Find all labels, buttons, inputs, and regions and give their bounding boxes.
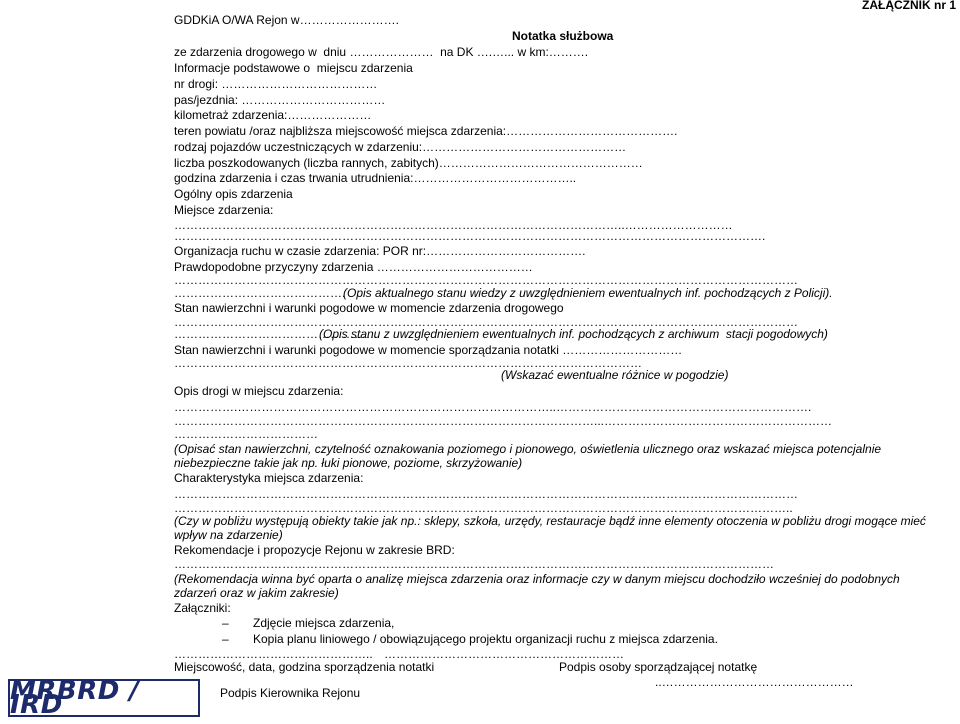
- recommendations-note: (Rekomendacja winna być oparta o analizę miejsca zdarzenia oraz informacje czy w danym miejscu dochodziło wcześniej do podobnych: [174, 572, 900, 586]
- attachment-item: Kopia planu liniowego / obowiązującego projektu organizacji ruchu z miejsca zdarzenia.: [253, 632, 718, 646]
- appendix-label: ZAŁĄCZNIK nr 1: [862, 0, 956, 12]
- km-field: kilometraż zdarzenia:…………………: [174, 108, 372, 122]
- weather-event-field: Stan nawierzchni i warunki pogodowe w momencie zdarzenia drogowego: [174, 301, 564, 315]
- incident-line: ze zdarzenia drogowego w dniu ………………… na DK ….…... w km:……….: [174, 45, 589, 59]
- mrbrd-ird-logo: [8, 676, 200, 720]
- road-note: (Opisać stan nawierzchni, czytelność oznakowania poziomego i pionowego, oświetlenia ulicznego oraz wskazać miejsca potencjalnie: [174, 442, 882, 456]
- document-title: Notatka służbowa: [512, 29, 614, 43]
- characteristics-note: wpływ na zdarzenie): [174, 528, 283, 542]
- signature-dots-mid: ……………………………………………………: [384, 647, 624, 661]
- head-signature-label: Podpis Kierownika Rejonu: [220, 686, 361, 700]
- causes-note: (Opis aktualnego stanu wiedzy z uwzględnieniem ewentualnych inf. pochodzących z Policji).: [343, 286, 833, 300]
- author-signature-dots: ..…………………………………………: [655, 675, 854, 689]
- weather-event-note: (Opis stanu z uwzględnieniem ewentualnych inf. pochodzących z archiwum stacji pogodowych): [319, 327, 828, 341]
- signature-dots-left: …………………………………………..: [174, 647, 373, 661]
- recommendations-heading: Rekomendacje i propozycje Rejonu w zakresie BRD:: [174, 543, 455, 557]
- causes-dots-line: …………………………………………………………………………………………………………………………………………: [174, 273, 798, 287]
- characteristics-note: (Czy w pobliżu występują obiekty takie jak np.: sklepy, szkoła, urzędy, restauracje bądź inne elementy otoczenia w pobliżu drogi mogące mieć: [174, 514, 926, 528]
- attachment-bullet: –: [222, 616, 229, 630]
- author-signature-label: Podpis osoby sporządzającej notatkę: [559, 660, 758, 674]
- weather-now-dots-line: ………………………………………………………………………………………………………: [174, 356, 642, 370]
- characteristics-dots-line: ………………………………………………………………………………………………………………………………………..: [174, 501, 793, 515]
- road-description-heading: Opis drogi w miejscu zdarzenia:: [174, 384, 344, 398]
- weather-event-dots-line: …………………………………………………………………………………………………………………………………………: [174, 315, 798, 329]
- basic-info-heading: Informacje podstawowe o miejscu zdarzenia: [174, 61, 413, 75]
- attachment-bullet: –: [222, 632, 229, 646]
- weather-now-note: (Wskazać ewentualne różnice w pogodzie): [501, 368, 729, 382]
- attachment-item: Zdjęcie miejsca zdarzenia,: [253, 616, 395, 630]
- place-dots-line: ………………………………………………………………………………………………………………………………….: [174, 229, 766, 243]
- lane-field: pas/jezdnia: ………………………………: [174, 93, 386, 107]
- casualties-field: liczba poszkodowanych (liczba rannych, zabitych)……………………………………………: [174, 156, 643, 170]
- causes-field: Prawdopodobne przyczyny zdarzenia …………………………………: [174, 260, 533, 274]
- time-field: godzina zdarzenia i czas trwania utrudnienia:…………………………………..: [174, 171, 577, 185]
- traffic-organization-field: Organizacja ruchu w czasie zdarzenia: POR nr:………………………………….: [174, 244, 586, 258]
- place-dots-line: …………………………………………………………………………………………………..………………………: [174, 218, 733, 232]
- logo-text: MRBRD / IRD: [10, 676, 140, 720]
- recommendations-dots-line: ……………………………………………………………………………………………………………………………………: [174, 557, 774, 571]
- weather-now-field: Stan nawierzchni i warunki pogodowe w momencie sporządzania notatki …………………………: [174, 343, 683, 357]
- authority-line: GDDKiA O/WA Rejon w…………………….: [174, 13, 399, 27]
- attachments-heading: Załączniki:: [174, 601, 231, 615]
- road-dots-line: ………………………………: [174, 427, 318, 441]
- road-note: niebezpieczne takie jak np. łuki pionowe, poziome, skrzyżowanie): [174, 456, 523, 470]
- weather-event-dots-end: ……………………………………………: [174, 327, 378, 341]
- road-number-field: nr drogi: …………………………………: [174, 77, 378, 91]
- vehicles-field: rodzaj pojazdów uczestniczących w zdarzeniu:……………………………………………: [174, 140, 627, 154]
- place-label: Miejsce zdarzenia:: [174, 203, 274, 217]
- place-date-signature-label: Miejscowość, data, godzina sporządzenia notatki: [174, 660, 435, 674]
- recommendations-note: zdarzeń oraz w jakim zakresie): [174, 586, 339, 600]
- causes-dots-end: …………………………………….: [174, 286, 346, 300]
- general-description-heading: Ogólny opis zdarzenia: [174, 187, 293, 201]
- road-dots-line: …………….……………………………………………………………………..……………………………………………………….: [174, 400, 812, 414]
- road-dots-line: ……………………………………………………………………………………………...…………………………………………………: [174, 414, 833, 428]
- characteristics-heading: Charakterystyka miejsca zdarzenia:: [174, 471, 364, 485]
- area-field: teren powiatu /oraz najbliższa miejscowość miejsca zdarzenia:…………………………………….: [174, 124, 678, 138]
- characteristics-dots-line: …………………………………………………………………………………………………………………………………………: [174, 487, 798, 501]
